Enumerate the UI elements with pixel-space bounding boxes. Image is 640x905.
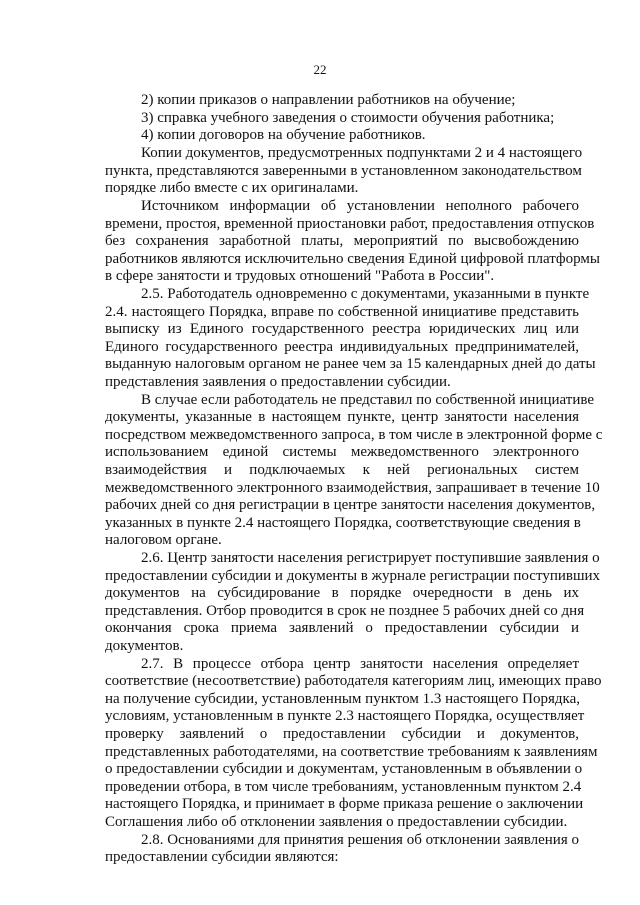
text-line: 4) копии договоров на обучение работников.: [141, 127, 426, 143]
text-line: в сфере занятости и трудовых отношений "Работа в России".: [105, 268, 495, 284]
text-line: работников являются исключительно сведения Единой цифровой платформы: [105, 251, 600, 267]
text-line: 2.4. настоящего Порядка, вправе по собственной инициативе представить: [105, 304, 579, 320]
text-line: выписку из Единого государственного реестра юридических лиц или: [105, 321, 579, 337]
text-line: 2.6. Центр занятости населения регистрирует поступившие заявления о: [141, 550, 600, 566]
text-line: посредством межведомственного запроса, в том числе в электронной форме с: [105, 427, 603, 443]
text-line: пункта, представляются заверенными в установленном законодательством: [105, 163, 582, 179]
text-line: представления заявления о предоставлении субсидии.: [105, 374, 451, 390]
text-line: настоящего Порядка, и принимает в форме приказа решение о заключении: [105, 796, 584, 812]
text-line: документы, указанные в настоящем пункте, центр занятости населения: [105, 409, 579, 425]
text-line: 2) копии приказов о направлении работников на обучение;: [141, 92, 516, 108]
text-line: Соглашения либо об отклонении заявления о предоставлении субсидии.: [105, 814, 568, 830]
text-line: 2.5. Работодатель одновременно с документами, указанными в пункте: [141, 286, 590, 302]
text-line: представления. Отбор проводится в срок не позднее 5 рабочих дней со дня: [105, 603, 585, 619]
text-line: на получение субсидии, установленным пунктом 1.3 настоящего Порядка,: [105, 691, 581, 707]
text-line: предоставлении субсидии и документы в журнале регистрации поступивших: [105, 568, 601, 584]
text-line: представленных работодателями, на соответствие требованиям к заявлениям: [105, 744, 598, 760]
text-line: использованием единой системы межведомственного электронного: [105, 444, 579, 460]
text-line: о предоставлении субсидии и документам, установленным в объявлении о: [105, 761, 583, 777]
text-line: налоговом органе.: [105, 532, 222, 548]
text-line: порядке либо вместе с их оригиналами.: [105, 180, 359, 196]
text-line: межведомственного электронного взаимодействия, запрашивает в течение 10: [105, 480, 600, 496]
text-line: взаимодействия и подключаемых к ней региональных систем: [105, 462, 579, 478]
text-line: документов.: [105, 638, 184, 654]
page-number: 22: [313, 62, 327, 77]
text-line: проверку заявлений о предоставлении субсидии и документов,: [105, 726, 579, 742]
text-line: окончания срока приема заявлений о предоставлении субсидии и: [105, 620, 579, 636]
text-line: Источником информации об установлении неполного рабочего: [141, 198, 579, 214]
text-line: указанных в пункте 2.4 настоящего Порядка, соответствующие сведения в: [105, 515, 581, 531]
text-line: выданную налоговым органом не ранее чем за 15 календарных дней до даты: [105, 356, 596, 372]
text-line: В случае если работодатель не представил по собственной инициативе: [141, 392, 595, 408]
text-line: Копии документов, предусмотренных подпунктами 2 и 4 настоящего: [141, 145, 583, 161]
text-line: проведении отбора, в том числе требованиям, установленным пунктом 2.4: [105, 779, 582, 795]
text-line: времени, простоя, временной приостановки работ, предоставления отпусков: [105, 216, 595, 232]
text-line: соответствие (несоответствие) работодателя категориям лиц, имеющих право: [105, 673, 602, 689]
text-line: условиям, установленным в пункте 2.3 настоящего Порядка, осуществляет: [105, 708, 585, 724]
text-line: 2.7. В процессе отбора центр занятости населения определяет: [141, 656, 579, 672]
text-line: предоставлении субсидии являются:: [105, 849, 339, 865]
text-line: документов на субсидирование в порядке очередности в день их: [105, 585, 579, 601]
text-line: 2.8. Основаниями для принятия решения об отклонении заявления о: [141, 832, 579, 848]
text-line: Единого государственного реестра индивидуальных предпринимателей,: [105, 339, 579, 355]
text-line: рабочих дней со дня регистрации в центре занятости населения документов,: [105, 497, 596, 513]
text-line: без сохранения заработной платы, мероприятий по высвобождению: [105, 233, 579, 249]
text-line: 3) справка учебного заведения о стоимости обучения работника;: [141, 110, 555, 126]
